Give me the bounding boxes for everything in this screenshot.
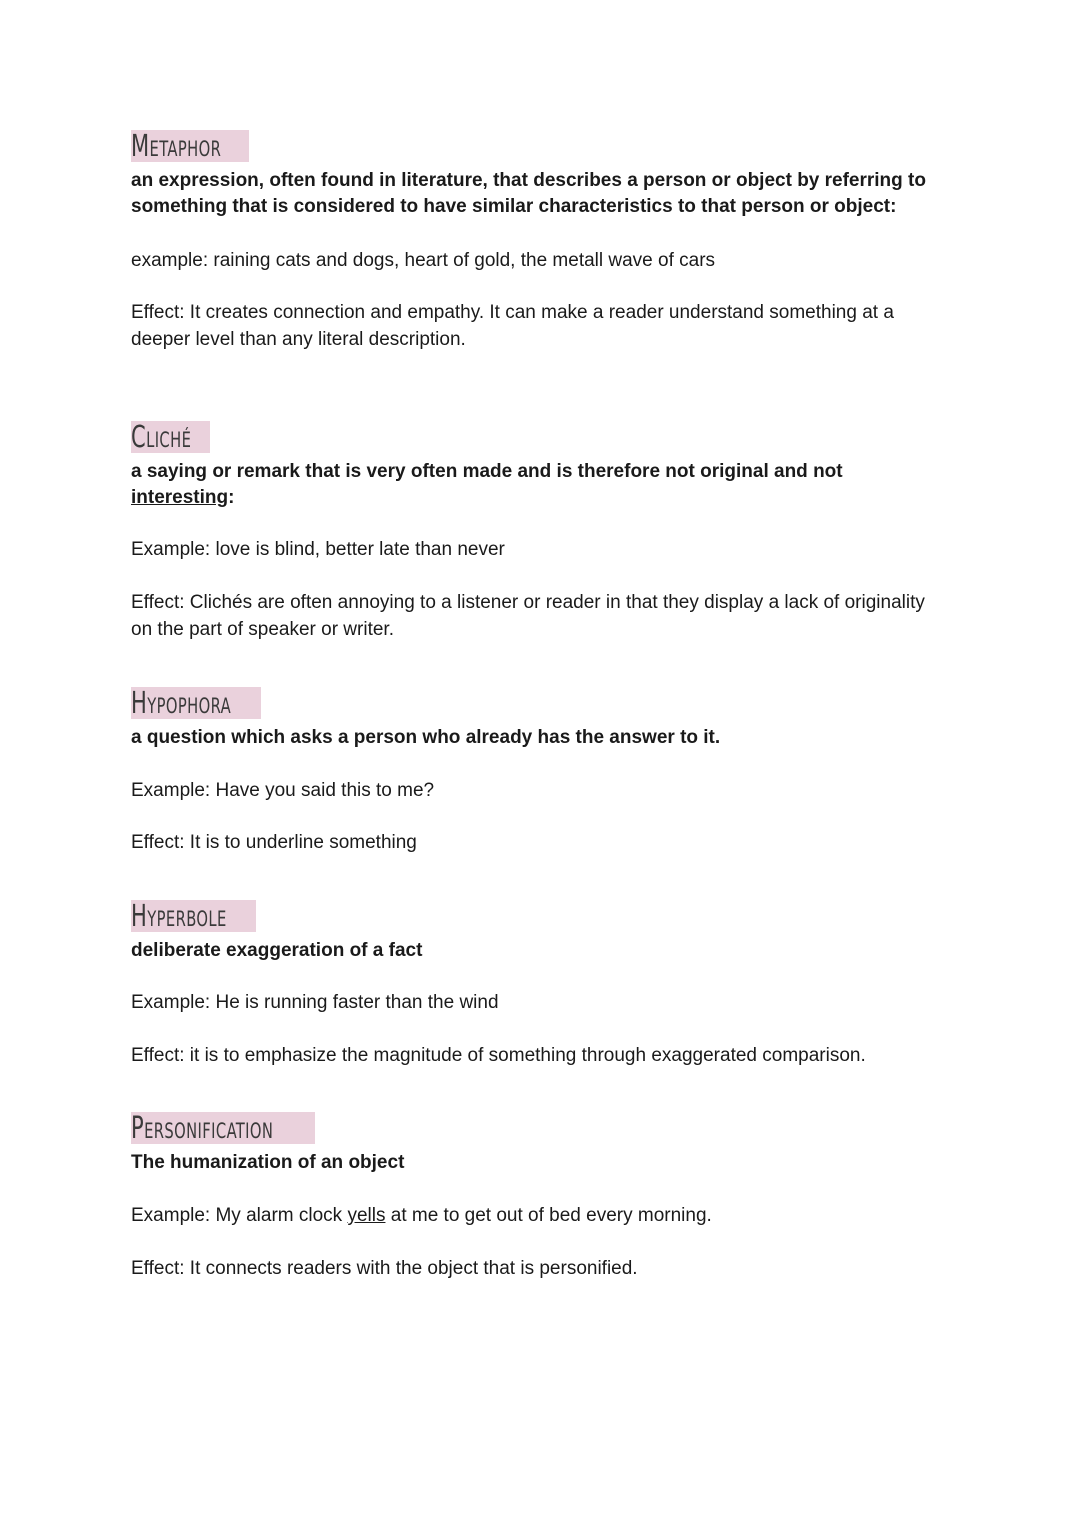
term-effect: Effect: It is to underline something [131,832,417,853]
term-definition: an expression, often found in literature, that describes a person or object by referring to something that is considered to have similar characteristics to that person or object: [131,170,926,217]
definition-punctuation: : [228,487,235,508]
heading-highlight [131,421,210,453]
term-metaphor [131,130,951,353]
term-hypophora [131,687,951,856]
underlined-word: interesting [131,487,229,508]
heading-highlight [131,900,256,932]
term-example: example: raining cats and dogs, heart of gold, the metall wave of cars [131,250,716,271]
term-example: Example: He is running faster than the wind [131,992,499,1013]
example-text: Example: My alarm clock [131,1205,348,1226]
term-cliche [131,421,951,643]
term-effect: Effect: it is to emphasize the magnitude of something through exaggerated comparison. [131,1045,866,1066]
term-definition: a question which asks a person who already has the answer to it. [131,727,721,748]
term-heading: Personification [131,1111,274,1146]
example-text-end: at me to get out of bed every morning. [385,1205,712,1226]
definition-text: a saying or remark that is very often made and is therefore not original and not [131,461,843,482]
term-heading: Hyperbole [131,899,227,934]
term-heading: Cliché [131,420,192,455]
heading-highlight [131,130,249,162]
term-example [131,1202,951,1229]
term-personification [131,1112,951,1282]
term-definition: The humanization of an object [131,1152,405,1173]
term-heading: Hypophora [131,686,232,721]
term-hyperbole [131,900,951,1069]
term-definition: deliberate exaggeration of a fact [131,940,423,961]
term-example: Example: love is blind, better late than never [131,539,505,560]
term-effect: Effect: It connects readers with the object that is personified. [131,1258,638,1279]
term-effect: Effect: Clichés are often annoying to a listener or reader in that they display a lack of originality on the part of speaker or writer. [131,592,925,640]
heading-highlight [131,687,261,719]
term-definition [131,459,951,511]
underlined-word: yells [347,1205,386,1226]
term-heading: Metaphor [131,129,222,164]
term-example: Example: Have you said this to me? [131,780,435,801]
term-effect: Effect: It creates connection and empathy. It can make a reader understand something at a deeper level than any literal description. [131,302,894,350]
heading-highlight [131,1112,315,1144]
